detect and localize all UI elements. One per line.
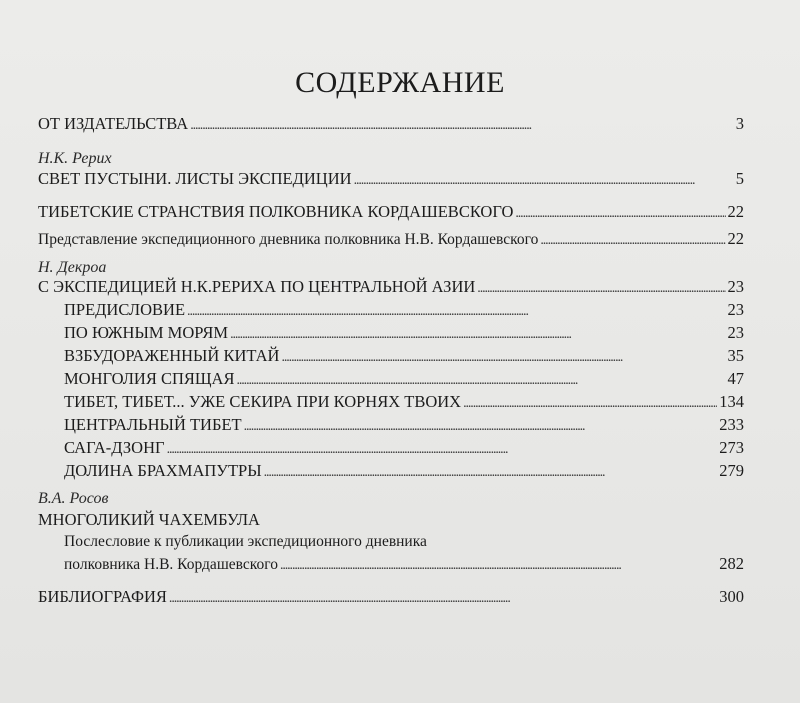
toc-chapter xyxy=(64,369,744,389)
toc-chapter xyxy=(64,346,744,366)
toc-page-number: 22 xyxy=(727,202,744,221)
toc-entry-label: ПО ЮЖНЫМ МОРЯМ xyxy=(64,323,229,342)
author-name: Н. Декроа xyxy=(38,259,107,276)
leader-dots xyxy=(236,369,725,389)
toc-page-number: 35 xyxy=(727,346,744,365)
toc-heading-chakhembula: МНОГОЛИКИЙ ЧАХЕМБУЛА xyxy=(38,510,260,529)
leader-dots xyxy=(280,554,717,574)
toc-entry-label: МОНГОЛИЯ СПЯЩАЯ xyxy=(64,369,235,388)
toc-chapter xyxy=(64,300,744,320)
toc-entry-label: ЦЕНТРАЛЬНЫЙ ТИБЕТ xyxy=(64,415,242,434)
toc-page-number: 47 xyxy=(727,369,744,388)
toc-entry-label: ТИБЕТСКИЕ СТРАНСТВИЯ ПОЛКОВНИКА КОРДАШЕВСКОГО xyxy=(38,202,514,221)
leader-dots xyxy=(167,438,718,458)
toc-page-number: 279 xyxy=(719,461,744,480)
toc-chapter xyxy=(64,438,744,458)
toc-entry-label: С ЭКСПЕДИЦИЕЙ Н.К.РЕРИХА ПО ЦЕНТРАЛЬНОЙ АЗИИ xyxy=(38,277,476,296)
toc-chapter xyxy=(64,461,744,481)
leader-dots xyxy=(463,392,717,412)
leader-dots xyxy=(190,114,734,134)
toc-page-number: 300 xyxy=(719,587,744,606)
toc-entry-svet xyxy=(38,169,744,189)
toc-page-number: 23 xyxy=(727,300,744,319)
toc-entry-label: ДОЛИНА БРАХМАПУТРЫ xyxy=(64,461,262,480)
toc-page-number: 23 xyxy=(727,277,744,296)
toc-page-number: 233 xyxy=(719,415,744,434)
toc-entry-label: САГА-ДЗОНГ xyxy=(64,438,165,457)
toc-entry-s-ekspediciei xyxy=(38,277,744,297)
leader-dots xyxy=(354,169,734,189)
toc-page-number: 23 xyxy=(727,323,744,342)
author-name: В.А. Росов xyxy=(38,490,109,507)
toc-entry-tibet xyxy=(38,202,744,222)
toc-entry-predstavlenie xyxy=(38,229,744,249)
leader-dots xyxy=(264,461,718,481)
author-name: Н.К. Рерих xyxy=(38,150,112,167)
toc-chapter xyxy=(64,392,744,412)
leader-dots xyxy=(540,229,725,249)
toc-page-number: 134 xyxy=(719,392,744,411)
leader-dots xyxy=(477,277,725,297)
toc-entry-label: ВЗБУДОРАЖЕННЫЙ КИТАЙ xyxy=(64,346,280,365)
toc-chapter xyxy=(64,415,744,435)
toc-afterword-line: Послесловие к публикации экспедиционного дневника xyxy=(64,533,427,550)
toc-entry-label: ПРЕДИСЛОВИЕ xyxy=(64,300,186,319)
toc-entry-label: ОТ ИЗДАТЕЛЬСТВА xyxy=(38,114,189,133)
toc-entry-afterword xyxy=(64,554,744,574)
leader-dots xyxy=(187,300,725,320)
page-title: СОДЕРЖАНИЕ xyxy=(295,66,505,99)
toc-entry-label: Представление экспедиционного дневника полковника Н.В. Кордашевского xyxy=(38,231,539,248)
toc-entry-label: ТИБЕТ, ТИБЕТ... УЖЕ СЕКИРА ПРИ КОРНЯХ ТВОИХ xyxy=(64,392,462,411)
toc-entry-publisher xyxy=(38,114,744,134)
toc-entry-bibliography xyxy=(38,587,744,607)
toc-page-number: 22 xyxy=(727,229,744,248)
toc-page-number: 5 xyxy=(735,169,744,188)
leader-dots xyxy=(169,587,717,607)
toc-entry-label: СВЕТ ПУСТЫНИ. ЛИСТЫ ЭКСПЕДИЦИИ xyxy=(38,169,352,188)
toc-page-number: 282 xyxy=(719,554,744,573)
leader-dots xyxy=(244,415,718,435)
leader-dots xyxy=(281,346,725,366)
toc-page-number: 273 xyxy=(719,438,744,457)
toc-entry-label: БИБЛИОГРАФИЯ xyxy=(38,587,167,606)
toc-page-number: 3 xyxy=(735,114,744,133)
leader-dots xyxy=(515,202,725,222)
leader-dots xyxy=(230,323,725,343)
toc-chapter xyxy=(64,323,744,343)
toc-entry-label: полковника Н.В. Кордашевского xyxy=(64,556,278,573)
